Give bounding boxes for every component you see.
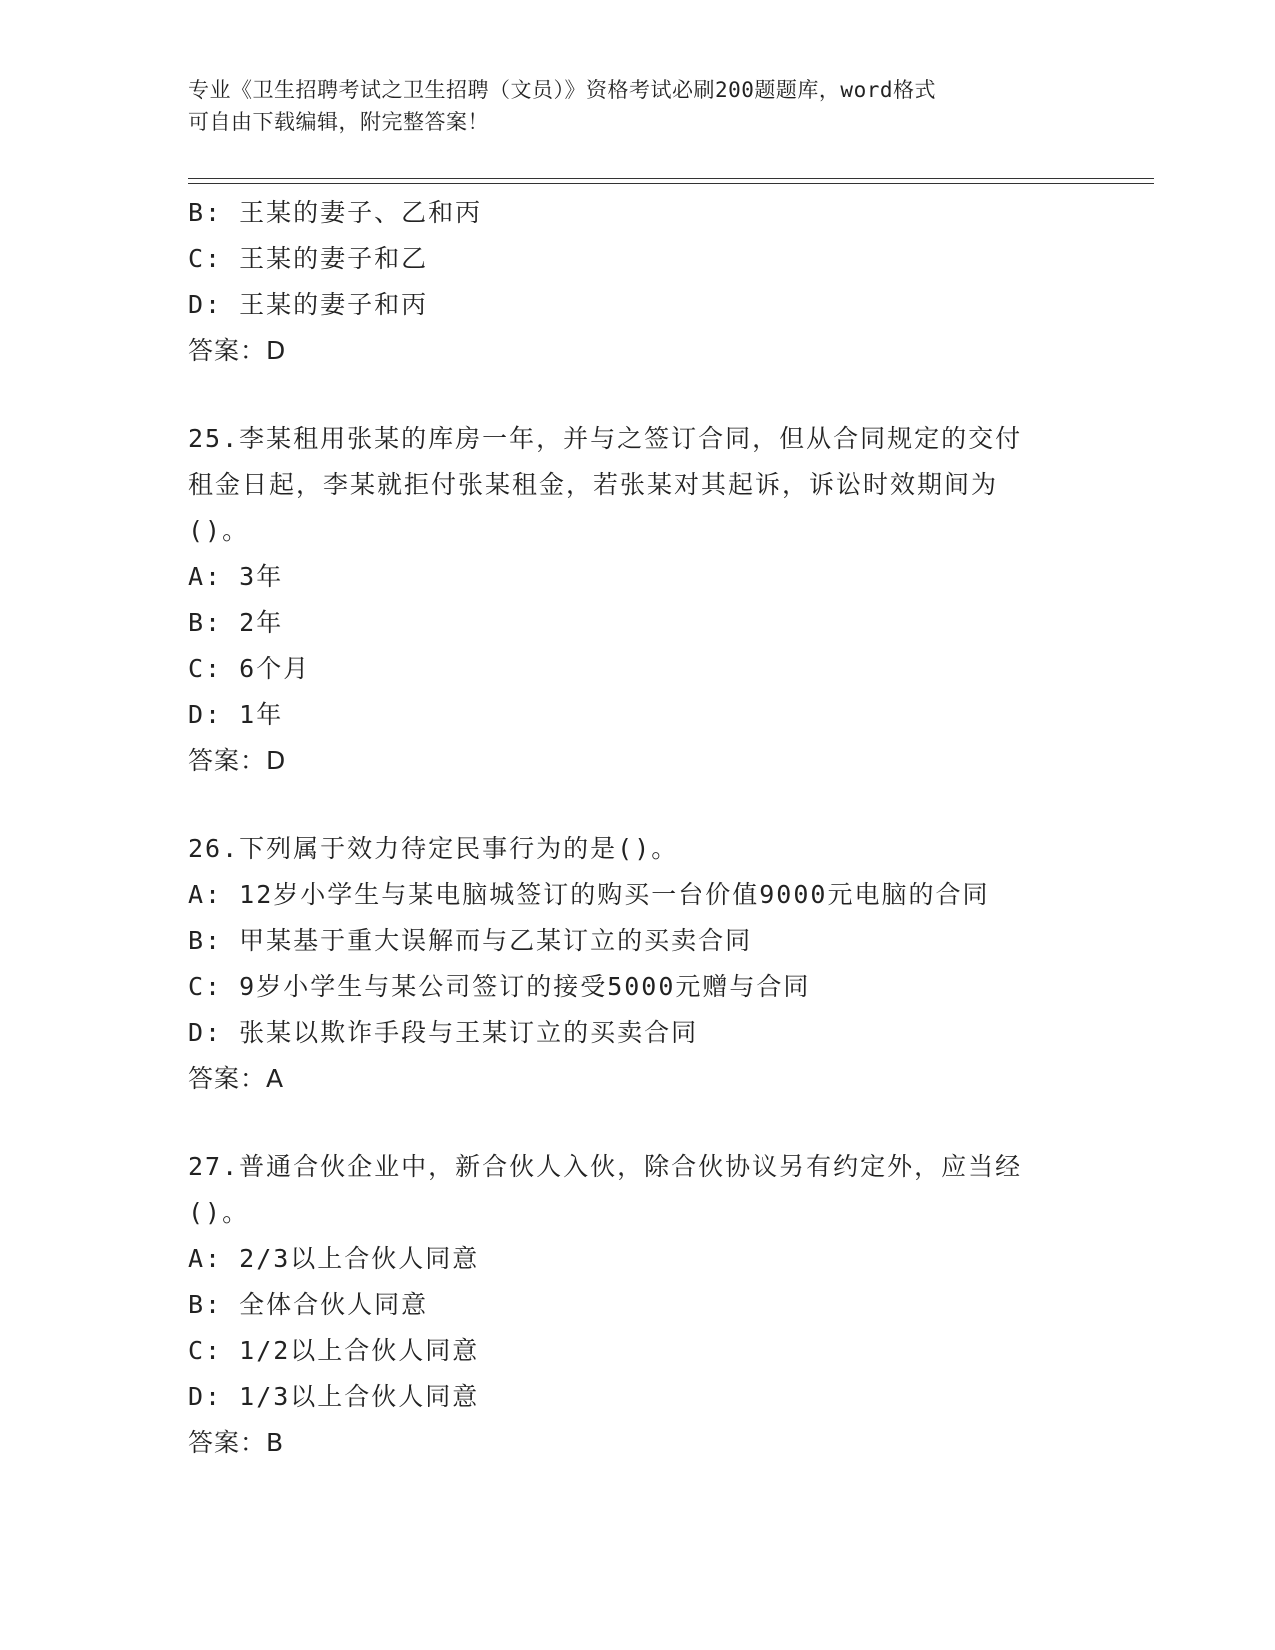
header-title-line-2: 可自由下载编辑，附完整答案！	[188, 110, 489, 134]
option-c: C: 6个月	[188, 654, 311, 683]
question-26	[188, 826, 1088, 1102]
option-c: C: 9岁小学生与某公司签订的接受5000元赠与合同	[188, 972, 811, 1001]
option-a: A: 2/3以上合伙人同意	[188, 1244, 480, 1273]
question-24-continued	[188, 190, 1088, 374]
question-stem-line: ()。	[188, 516, 250, 545]
question-27	[188, 1144, 1088, 1466]
answer-line: 答案：A	[188, 1064, 285, 1093]
option-d: D: 张某以欺诈手段与王某订立的买卖合同	[188, 1018, 699, 1047]
spacer	[188, 1102, 1088, 1144]
question-stem-line: 租金日起，李某就拒付张某租金，若张某对其起诉，诉讼时效期间为	[188, 470, 999, 499]
option-a: A: 3年	[188, 562, 284, 591]
option-d: D: 1/3以上合伙人同意	[188, 1382, 480, 1411]
spacer	[188, 784, 1088, 826]
header-title-line-1: 专业《卫生招聘考试之卫生招聘（文员）》资格考试必刷200题题库，word格式	[188, 78, 936, 102]
question-25	[188, 416, 1088, 784]
option-c: C: 1/2以上合伙人同意	[188, 1336, 480, 1365]
spacer	[188, 374, 1088, 416]
option-b: B: 全体合伙人同意	[188, 1290, 429, 1319]
answer-line: 答案：D	[188, 746, 287, 775]
answer-line: 答案：D	[188, 336, 287, 365]
option-c: C: 王某的妻子和乙	[188, 244, 429, 273]
option-a: A: 12岁小学生与某电脑城签订的购买一台价值9000元电脑的合同	[188, 880, 990, 909]
page-header	[188, 74, 1088, 138]
question-list	[188, 190, 1088, 1466]
question-stem-line: 27.普通合伙企业中，新合伙人入伙，除合伙协议另有约定外，应当经	[188, 1152, 1023, 1181]
header-divider-bottom	[188, 183, 1154, 184]
option-d: D: 王某的妻子和丙	[188, 290, 429, 319]
question-stem-line: ()。	[188, 1198, 250, 1227]
answer-line: 答案：B	[188, 1428, 285, 1457]
header-divider-top	[188, 178, 1154, 179]
question-stem-line: 26.下列属于效力待定民事行为的是()。	[188, 834, 679, 863]
question-stem-line: 25.李某租用张某的库房一年，并与之签订合同，但从合同规定的交付	[188, 424, 1023, 453]
option-d: D: 1年	[188, 700, 284, 729]
option-b: B: 甲某基于重大误解而与乙某订立的买卖合同	[188, 926, 753, 955]
option-b: B: 王某的妻子、乙和丙	[188, 198, 483, 227]
option-b: B: 2年	[188, 608, 284, 637]
